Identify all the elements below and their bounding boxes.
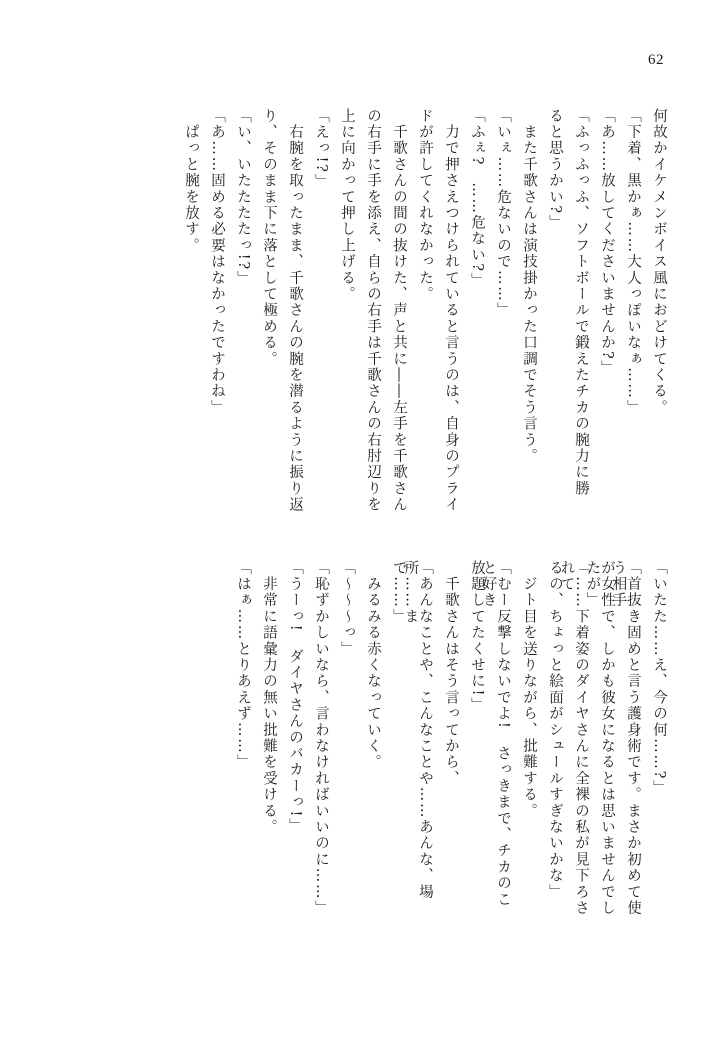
text-column: 「えっ!?」	[313, 108, 329, 190]
text-column: 右腕を取ったまま、千歌さんの腕を潜るように振り返	[287, 108, 303, 513]
text-column: 上に向かって押し上げる。	[339, 108, 355, 303]
text-column: 「いたた……え、今の何……?」	[651, 560, 667, 797]
text-column: の右手に手を添え、自らの右手は千歌さんの右肘辺りを	[365, 108, 381, 513]
text-column: ジト目を送りながら、批難する。	[521, 560, 537, 820]
text-column: 「あんなことや、こんなことや……あんな、場所……ま	[402, 560, 433, 901]
text-column: るの、ちょっと絵面がシュールすぎないかな」	[547, 560, 563, 901]
text-column: 「ふっふっふ、ソフトボールで鍛えたチカの腕力に勝	[573, 108, 589, 497]
text-column: 何故かイケメンボイス風におどけてくる。	[651, 108, 667, 416]
text-column: が女性で、しかも彼女になるとは思いませんでしたが」	[584, 560, 615, 917]
text-column: 放題してたくせに!」	[469, 560, 485, 714]
text-column: ドが許してくれなかった。	[417, 108, 433, 303]
text-column: 「はぁ……とりあえず……」	[235, 560, 251, 771]
text-column: 「下着、黒かぁ……大人っぽいなぁ……」	[625, 108, 641, 416]
text-column: 非常に語彙力の無い批難を受ける。	[261, 560, 277, 836]
text-column: ると思うかい?」	[547, 108, 563, 231]
text-column: 「ふぇ? ……危ない?」	[469, 108, 485, 289]
text-column: 「あ……放してくださいませんか?」	[599, 108, 615, 377]
text-column: 千歌さんはそう言ってから、	[443, 560, 459, 787]
text-column: 「恥ずかしいなら、言わなければいいのに……」	[313, 560, 329, 917]
text-column: 「い、いたたたたっ!?」	[235, 108, 251, 288]
text-column: 「あ……固める必要はなかったですわね」	[209, 108, 225, 416]
text-column: 「～～～っ」	[339, 560, 355, 658]
text-column: 力で押さえつけられていると言うのは、自身のプライ	[443, 108, 459, 513]
text-column: また千歌さんは演技掛かった口調でそう言う。	[521, 108, 537, 465]
text-column: 「むー反撃しないでよ! さっきまで、チカのこと好き	[480, 560, 511, 908]
text-column: 「……下着姿のダイヤさんに全裸の私が見下ろされて	[558, 560, 589, 917]
text-column: 「うーっ! ダイヤさんのバカーっ!」	[287, 560, 303, 835]
text-column: みるみる赤くなっていく。	[365, 560, 381, 771]
text-column: 「いぇ……危ないので……」	[495, 108, 511, 319]
text-column: 「首抜き固めと言う護身術です。まさか初めて使う相手	[610, 560, 641, 917]
text-column: ぱっと腕を放す。	[183, 108, 199, 254]
text-column: 千歌さんの間の抜けた、声と共に――左手を千歌さん	[391, 108, 407, 513]
page-number: 62	[648, 52, 664, 68]
text-column: り、そのまま下に落として極める。	[261, 108, 277, 368]
text-block-lower	[60, 560, 666, 920]
text-column: で……」	[391, 560, 407, 625]
